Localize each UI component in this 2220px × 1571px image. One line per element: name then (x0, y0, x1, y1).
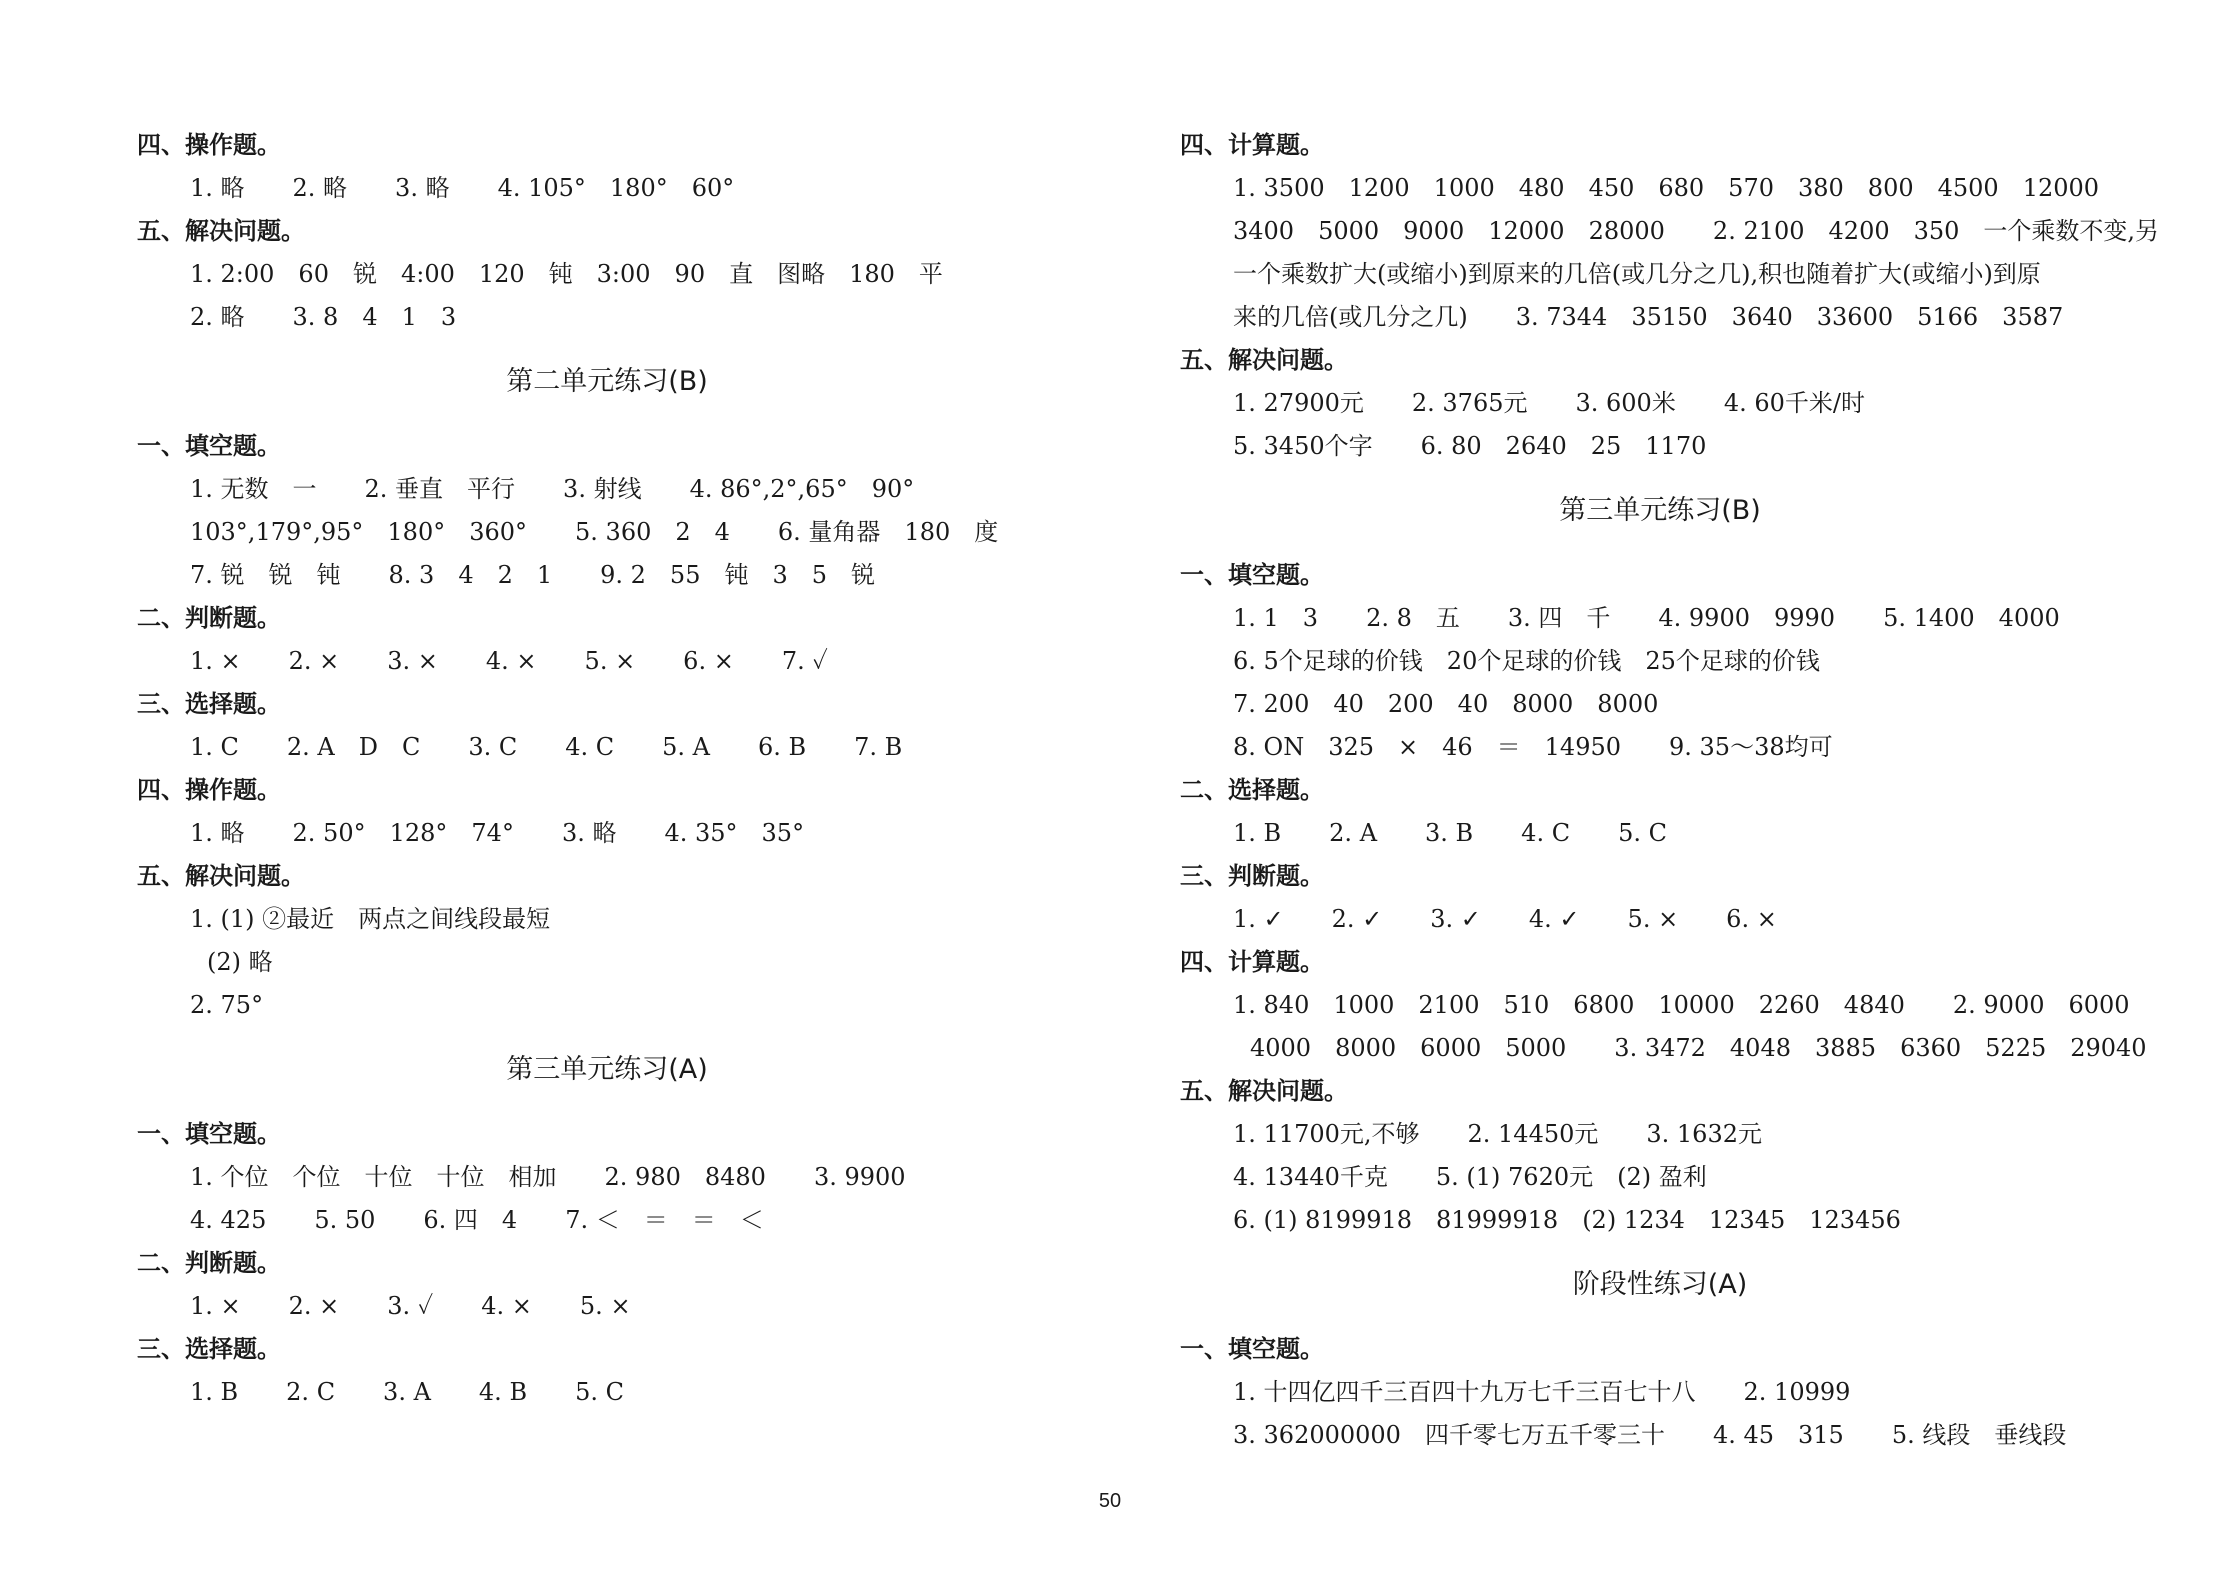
answer-line: 1. C 2. A D C 3. C 4. C 5. A 6. B 7. B (190, 733, 903, 761)
answer-line: 1. × 2. × 3. ✓ 4. × 5. × (190, 1292, 631, 1320)
answer-line: 1. 1 3 2. 8 五 3. 四 千 4. 9900 9990 5. 1400 4000 (1233, 604, 2060, 632)
section-heading: 二、判断题。 (137, 604, 281, 632)
answer-line: 来的几倍(或几分之几) 3. 7344 35150 3640 33600 5166 3587 (1233, 303, 2064, 331)
answer-line: 1. B 2. C 3. A 4. B 5. C (190, 1378, 624, 1406)
answer-line: 103°,179°,95° 180° 360° 5. 360 2 4 6. 量角器 180 度 (190, 518, 999, 546)
section-heading: 五、解决问题。 (1180, 346, 1348, 374)
section-heading: 二、选择题。 (1180, 776, 1324, 804)
answer-line: 5. 3450个字 6. 80 2640 25 1170 (1233, 432, 1707, 460)
answer-line: 4000 8000 6000 5000 3. 3472 4048 3885 6360 5225 29040 (1250, 1034, 2147, 1062)
section-heading: 一、填空题。 (137, 1120, 281, 1148)
section-heading: 二、判断题。 (137, 1249, 281, 1277)
section-heading: 一、填空题。 (137, 432, 281, 460)
section-heading: 一、填空题。 (1180, 1335, 1324, 1363)
answer-line: 1. 2:00 60 锐 4:00 120 钝 3:00 90 直 图略 180 平 (190, 260, 943, 288)
answer-line: 1. 无数 一 2. 垂直 平行 3. 射线 4. 86°,2°,65° 90° (190, 475, 915, 503)
section-heading: 四、操作题。 (137, 131, 281, 159)
answer-line: 1. 略 2. 50° 128° 74° 3. 略 4. 35° 35° (190, 819, 805, 847)
unit-title: 第二单元练习(B) (506, 366, 708, 397)
answer-line: 3. 362000000 四千零七万五千零三十 4. 45 315 5. 线段 垂线段 (1233, 1421, 2067, 1449)
unit-title: 阶段性练习(A) (1572, 1269, 1748, 1300)
unit-title: 第三单元练习(A) (506, 1054, 708, 1085)
section-heading: 四、操作题。 (137, 776, 281, 804)
answer-line: 1. 840 1000 2100 510 6800 10000 2260 4840 2. 9000 6000 (1233, 991, 2130, 1019)
answer-line: 一个乘数扩大(或缩小)到原来的几倍(或几分之几),积也随着扩大(或缩小)到原 (1233, 260, 2041, 288)
answer-line: 2. 75° (190, 991, 264, 1019)
answer-line: 2. 略 3. 8 4 1 3 (190, 303, 457, 331)
section-heading: 五、解决问题。 (137, 217, 305, 245)
answer-line: 1. ✓ 2. ✓ 3. ✓ 4. ✓ 5. × 6. × (1233, 905, 1777, 933)
answer-line: (2) 略 (207, 948, 273, 976)
section-heading: 五、解决问题。 (137, 862, 305, 890)
answer-line: 3400 5000 9000 12000 28000 2. 2100 4200 350 一个乘数不变,另 (1233, 217, 2160, 245)
section-heading: 三、选择题。 (137, 1335, 281, 1363)
section-heading: 四、计算题。 (1180, 948, 1324, 976)
answer-line: 1. 11700元,不够 2. 14450元 3. 1632元 (1233, 1120, 1762, 1148)
answer-line: 1. 3500 1200 1000 480 450 680 570 380 800 4500 12000 (1233, 174, 2100, 202)
answer-line: 6. (1) 8199918 81999918 (2) 1234 12345 123456 (1233, 1206, 1901, 1234)
answer-line: 4. 425 5. 50 6. 四 4 7. ＜ ＝ ＝ ＜ (190, 1206, 764, 1234)
section-heading: 三、选择题。 (137, 690, 281, 718)
answer-line: 6. 5个足球的价钱 20个足球的价钱 25个足球的价钱 (1233, 647, 1820, 675)
answer-line: 1. 27900元 2. 3765元 3. 600米 4. 60千米/时 (1233, 389, 1865, 417)
answer-line: 8. ON 325 × 46 ＝ 14950 9. 35～38均可 (1233, 733, 1833, 761)
answer-line: 1. B 2. A 3. B 4. C 5. C (1233, 819, 1667, 847)
answer-line: 1. (1) ②最近 两点之间线段最短 (190, 905, 551, 933)
answer-line: 1. 略 2. 略 3. 略 4. 105° 180° 60° (190, 174, 735, 202)
answer-line: 7. 锐 锐 钝 8. 3 4 2 1 9. 2 55 钝 3 5 锐 (190, 561, 876, 589)
left-column (137, 124, 1077, 1414)
answer-line: 1. 十四亿四千三百四十九万七千三百七十八 2. 10999 (1233, 1378, 1851, 1406)
section-heading: 四、计算题。 (1180, 131, 1324, 159)
answer-line: 4. 13440千克 5. (1) 7620元 (2) 盈利 (1233, 1163, 1707, 1191)
answer-line: 1. × 2. × 3. × 4. × 5. × 6. × 7. ✓ (190, 647, 828, 675)
right-column (1180, 124, 2160, 1457)
unit-title: 第三单元练习(B) (1559, 495, 1761, 526)
section-heading: 三、判断题。 (1180, 862, 1324, 890)
section-heading: 五、解决问题。 (1180, 1077, 1348, 1105)
section-heading: 一、填空题。 (1180, 561, 1324, 589)
answer-line: 1. 个位 个位 十位 十位 相加 2. 980 8480 3. 9900 (190, 1163, 906, 1191)
answer-line: 7. 200 40 200 40 8000 8000 (1233, 690, 1659, 718)
page-number: 50 (1098, 1490, 1122, 1512)
